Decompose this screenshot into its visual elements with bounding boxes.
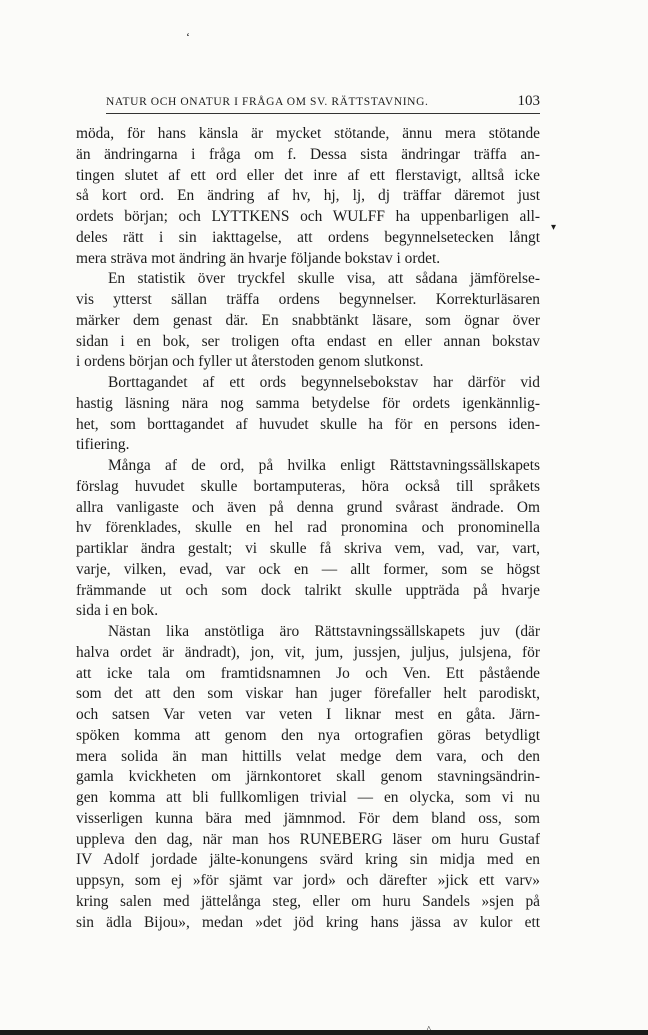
text-line: uppsyn, som ej »för sjämt var jord» och därefter »jick ett varv» (76, 872, 540, 889)
text-line: allra vanligaste och även på denna grund svårast ändrade. Om (76, 498, 540, 516)
text-line: kring salen med jättelånga steg, eller om huru Sandels »sjen på (76, 892, 540, 910)
text-line: visserligen kunna bära med jämnmod. För dem bland oss, som (76, 809, 540, 827)
text-line: Borttagandet af ett ords begynnelsebokstav har därför vid (108, 374, 540, 391)
text-line: deles rätt i sin iakttagelse, att ordens begynnelsetecken långt (76, 228, 540, 246)
text-line: förslag huvudet skulle bortamputeras, höra också till språkets (76, 477, 540, 495)
text-line: IV Adolf jordade jälte-konungens svärd kring sin midja med en (76, 851, 540, 869)
text-line: ordets början; och LYTTKENS och WULFF ha uppenbarligen all- (76, 208, 540, 225)
text-line: sin ädla Bijou», medan »det jöd kring hans jässa av kulor ett (76, 913, 540, 931)
text-line: gamla kvickheten om järnkontoret skall genom stavningsändrin- (76, 768, 540, 786)
text-line: möda, för hans känsla är mycket stötande, ännu mera stötande (76, 125, 540, 142)
text-line: så kort ord. En ändring af hv, hj, lj, dj träffar däremot just (76, 187, 540, 205)
text-line: vis ytterst sällan träffa ordens begynnelser. Korrekturläsaren (76, 291, 540, 308)
running-head-title: NATUR OCH ONATUR I FRÅGA OM SV. RÄTTSTAVNING. (106, 96, 429, 108)
text-line: tingen slutet af ett ord eller det inre af ett flerstavigt, alltså icke (76, 166, 540, 184)
text-line: het, som borttagandet af huvudet skulle ha för en persons iden- (76, 415, 540, 433)
text-line: mera sträva mot ändring än hvarje följande bokstav i ordet. (76, 249, 441, 267)
text-line: tifiering. (76, 436, 130, 454)
text-line: partiklar ändra gestalt; vi skulle få skriva vem, vad, var, vart, (76, 540, 540, 557)
text-line: mera solida än man hittills velat medge dem vara, och den (76, 747, 540, 765)
text-line: märker dem genast där. En snabbtänkt läsare, som ögnar över (76, 311, 540, 329)
scan-edge (0, 1030, 648, 1035)
running-head (106, 93, 540, 114)
text-line: att icke tala om framtidsnamnen Jo och Ven. Ett påstående (76, 664, 540, 682)
ink-mark-top: ʻ (186, 30, 190, 44)
body-text (76, 124, 540, 933)
text-line: än ändringarna i fråga om f. Dessa sista ändringar träffa an- (76, 145, 540, 163)
text-line: och satsen Var veten var veten I liknar mest en gåta. Järn- (76, 706, 540, 723)
text-line: hv förenklades, skulle en hel rad pronomina och pronominella (76, 519, 540, 537)
page-number: 103 (517, 93, 540, 109)
text-line: i ordens början och fyller ut återstoden genom slutkonst. (76, 353, 424, 371)
text-line: halva ordet är ändradt), jon, vit, jum, jussjen, juljus, julsjena, för (76, 643, 540, 661)
text-line: gen komma att bli fullkomligen trivial — en olycka, som vi nu (76, 789, 540, 806)
text-line: En statistik över tryckfel skulle visa, att sådana jämförelse- (108, 270, 540, 288)
text-line: främmande ut och som dock talrikt skulle uppträda på hvarje (76, 581, 540, 599)
text-line: Många af de ord, på hvilka enligt Rättstavningssällskapets (108, 457, 540, 474)
text-line: sida i en bok. (76, 602, 159, 620)
text-line: hastig läsning nära nog samma betydelse för ordets igenkännlig- (76, 394, 540, 412)
text-line: sidan i en bok, ser troligen ofta endast en eller annan bokstav (76, 332, 540, 350)
text-line: varje, vilken, evad, var ock en — allt former, som se högst (76, 560, 540, 578)
text-line: uppleva den dag, när man hos RUNEBERG läser om huru Gustaf (76, 830, 540, 848)
text-line: som det att den som viskar han juger förefaller helt parodiskt, (76, 685, 540, 703)
text-line: Nästan lika anstötliga äro Rättstavningssällskapets juv (där (108, 623, 540, 640)
text-line: spöken komma att genom den nya ortografien göras betydligt (76, 726, 540, 744)
margin-mark: ▾ (551, 222, 557, 233)
